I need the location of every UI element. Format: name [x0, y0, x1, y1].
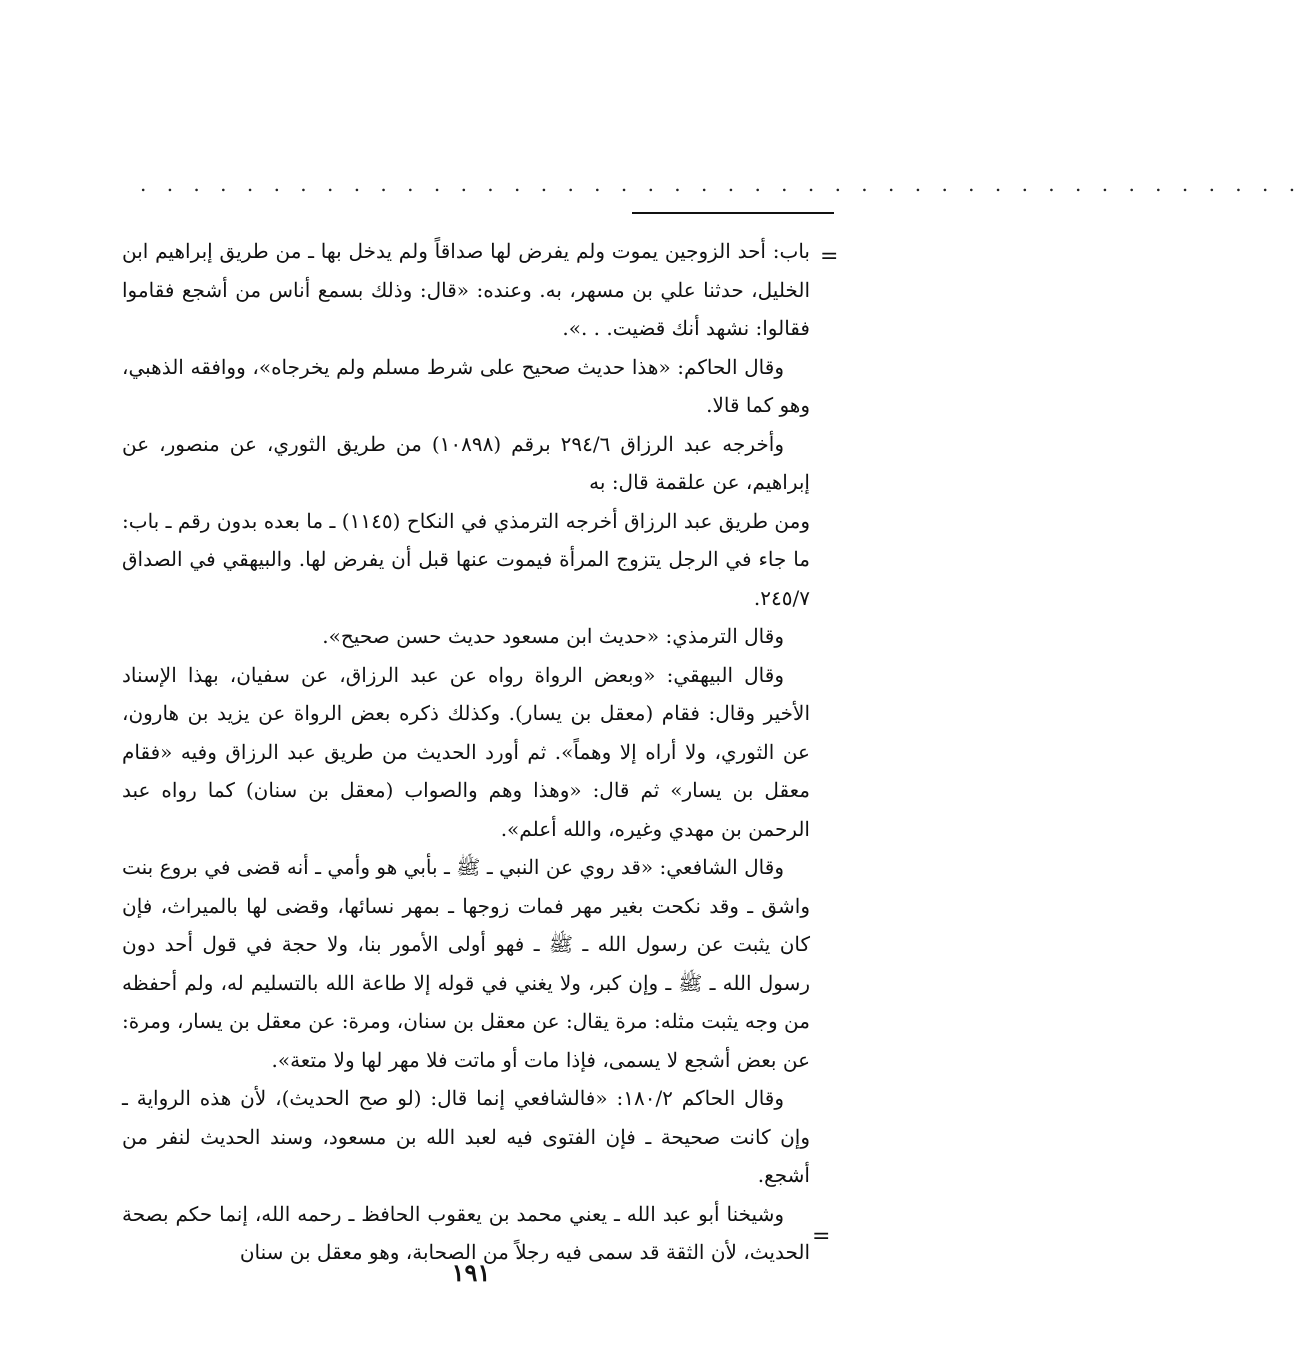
- continuation-marker-end: =: [812, 1224, 831, 1249]
- footnote-body: [122, 232, 810, 1272]
- page-number: ١٩١: [451, 1258, 491, 1287]
- paragraph-2: وقال الحاكم: «هذا حديث صحيح على شرط مسلم ولم يخرجاه»، ووافقه الذهبي، وهو كما قالا.: [122, 354, 810, 417]
- paragraph-7: وقال الشافعي: «قد روي عن النبي ـ ﷺ ـ بأبي هو وأمي ـ أنه قضى في بروع بنت واشق ـ وقد نكحت بغير مهر فمات زوجها ـ بمهر نسائها، وقضى لها بالميراث، فإن كان يثبت عن رسول الله ـ ﷺ ـ فهو أولى الأمور بنا، ولا حجة في قول أحد دون رسول الله ـ ﷺ ـ وإن كبر، ولا يغني في قوله إلا طاعة الله بالتسليم له، ولم أحفظه من وجه يثبت مثله: مرة يقال: عن معقل بن سنان، ومرة: عن معقل بن يسار، ومرة: عن بعض أشجع لا يسمى، فإذا مات أو ماتت فلا مهر لها ولا متعة».: [122, 855, 810, 1072]
- paragraph-3: وأخرجه عبد الرزاق ٢٩٤/٦ برقم (١٠٨٩٨) من طريق الثوري، عن منصور، عن إبراهيم، عن علقمة قال: به: [122, 431, 810, 494]
- paragraph-1: باب: أحد الزوجين يموت ولم يفرض لها صداقاً ولم يدخل بها ـ من طريق إبراهيم ابن الخليل، حدثنا علي بن مسهر، به. وعنده: «قال: وذلك بسمع أناس من أشجع فقاموا فقالوا: نشهد أنك قضيت. . .».: [122, 239, 810, 340]
- paragraph-8: وقال الحاكم ١٨٠/٢: «فالشافعي إنما قال: (لو صح الحديث)، لأن هذه الرواية ـ وإن كانت صحيحة ـ فإن الفتوى فيه لعبد الله بن مسعود، وسند الحديث لنفر من أشجع.: [122, 1086, 811, 1187]
- footnote-rule: [632, 212, 834, 214]
- paragraph-6: وقال البيهقي: «وبعض الرواة رواه عن عبد الرزاق، عن سفيان، بهذا الإسناد الأخير وقال: فقام (معقل بن يسار). وكذلك ذكره بعض الرواة عن يزيد بن هارون، عن الثوري، ولا أراه إلا وهماً». ثم أورد الحديث من طريق عبد الرزاق وفيه «فقام معقل بن يسار» ثم قال: «وهذا وهم والصواب (معقل بن سنان) كما رواه عبد الرحمن بن مهدي وغيره، والله أعلم».: [122, 662, 810, 841]
- separator-dots: . . . . . . . . . . . . . . . . . . . . . . . . . . . . . . . . . . . . . . . . . . . .: [140, 172, 1302, 196]
- paragraph-9: وشيخنا أبو عبد الله ـ يعني محمد بن يعقوب الحافظ ـ رحمه الله، إنما حكم بصحة الحديث، لأن الثقة قد سمى فيه رجلاً من الصحابة، وهو معقل بن سنان: [122, 1201, 810, 1264]
- paragraph-4: ومن طريق عبد الرزاق أخرجه الترمذي في النكاح (١١٤٥) ـ ما بعده بدون رقم ـ باب: ما جاء في الرجل يتزوج المرأة فيموت عنها قبل أن يفرض لها. والبيهقي في الصداق ٢٤٥/٧.: [122, 508, 811, 610]
- paragraph-5: وقال الترمذي: «حديث ابن مسعود حديث حسن صحيح».: [322, 624, 784, 648]
- continuation-marker-start: =: [820, 244, 839, 269]
